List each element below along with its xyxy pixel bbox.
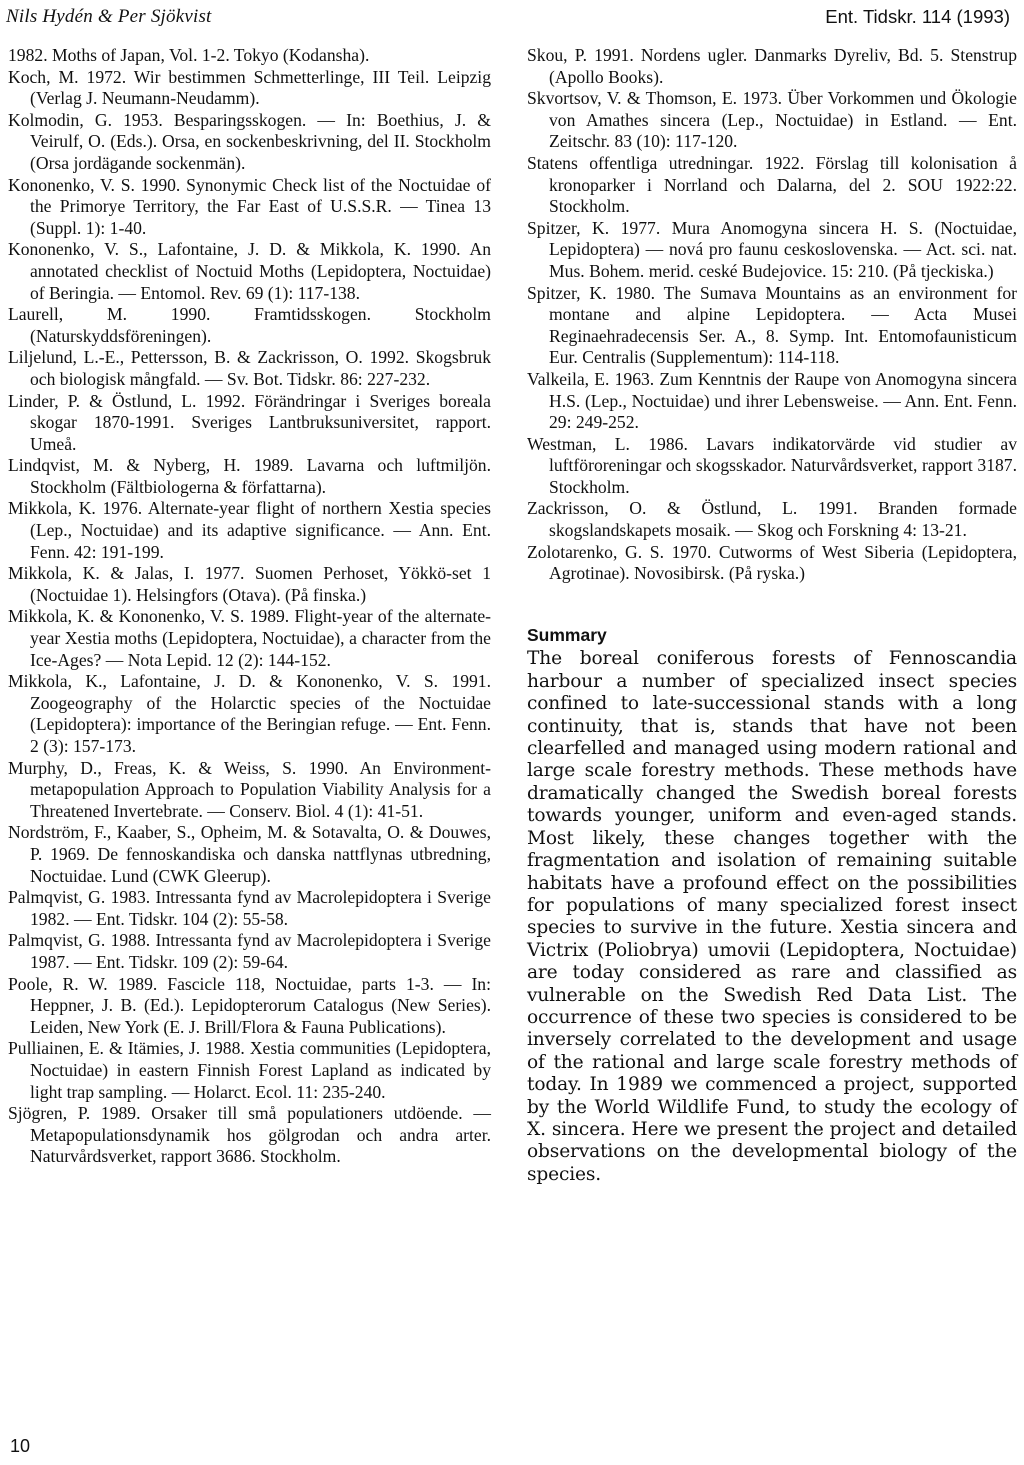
reference-entry: Westman, L. 1986. Lavars indikatorvärde vid studier av luftföroreningar och skogsskador. Naturvårdsverket, rapport 3187. Stockholm. xyxy=(527,433,1017,497)
reference-entry: Spitzer, K. 1977. Mura Anomogyna sincera H. S. (Noctuidae, Lepidoptera) — nová pro faunu ceskoslovenska. — Act. sci. nat. Mus. Bohem. merid. ceské Budejovice. 15: 210. (På tjeckiska.) xyxy=(527,217,1017,281)
reference-entry: Nordström, F., Kaaber, S., Opheim, M. & Sotavalta, O. & Douwes, P. 1969. De fennoskandiska och danska nattflynas utbredning, Noctuidae. Lund (CWK Gleerup). xyxy=(8,822,491,886)
reference-entry: Zolotarenko, G. S. 1970. Cutworms of West Siberia (Lepidoptera, Agrotinae). Novosibirsk. (På ryska.) xyxy=(527,541,1017,584)
reference-entry: Laurell, M. 1990. Framtidsskogen. Stockholm (Naturskyddsföreningen). xyxy=(8,304,491,346)
reference-entry: Mikkola, K., Lafontaine, J. D. & Kononenko, V. S. 1991. Zoogeography of the Holarctic species of the Noctuidae (Lepidoptera): importance of the Beringian refuge. — Ent. Fenn. 2 (3): 157-173. xyxy=(8,671,491,756)
summary-heading: Summary xyxy=(527,624,607,645)
reference-entry: Skvortsov, V. & Thomson, E. 1973. Über Vorkommen und Ökologie von Amathes sincera (Lep., Noctuidae) in Estland. — Ent. Zeitschr. 83 (10): 117-120. xyxy=(527,88,1017,152)
reference-entry: Liljelund, L.-E., Pettersson, B. & Zackrisson, O. 1992. Skogsbruk och biologisk mångfald. — Sv. Bot. Tidskr. 86: 227-232. xyxy=(8,347,491,389)
reference-entry: Koch, M. 1972. Wir bestimmen Schmetterlinge, III Teil. Leipzig (Verlag J. Neumann-Neudamm). xyxy=(8,66,491,109)
reference-entry: Zackrisson, O. & Östlund, L. 1991. Branden formade skogslandskapets mosaik. — Skog och Forskning 4: 13-21. xyxy=(527,498,1017,541)
running-header-authors: Nils Hydén & Per Sjökvist xyxy=(6,6,212,27)
reference-entry: Spitzer, K. 1980. The Sumava Mountains as an environment for montane and alpine Lepidoptera. — Acta Musei Reginaehradecensis Ser. A., 8. Symp. Int. Entomofaunisticum Eur. Centralis (Supplementum): 114-118. xyxy=(527,282,1017,368)
reference-entry: Mikkola, K. & Jalas, I. 1977. Suomen Perhoset, Yökkö-set 1 (Noctuidae 1). Helsingfors (Otava). (På finska.) xyxy=(8,563,491,605)
reference-entry: Kononenko, V. S., Lafontaine, J. D. & Mikkola, K. 1990. An annotated checklist of Noctuid Moths (Lepidoptera, Noctuidae) of Beringia. — Entomol. Rev. 69 (1): 117-138. xyxy=(8,239,491,303)
reference-entry: Mikkola, K. & Kononenko, V. S. 1989. Flight-year of the alternate-year Xestia moths (Lepidoptera, Noctuidae), a character from the Ice-Ages? — Nota Lepid. 12 (2): 144-152. xyxy=(8,606,491,670)
reference-entry: Valkeila, E. 1963. Zum Kenntnis der Raupe von Anomogyna sincera H.S. (Lep., Noctuidae) und ihrer Lebensweise. — Ann. Ent. Fenn. 29: 249-252. xyxy=(527,368,1017,433)
references-right-column xyxy=(527,45,1017,1186)
reference-entry: Kolmodin, G. 1953. Besparingsskogen. — In: Boethius, J. & Veirulf, O. (Eds.). Orsa, en sockenbeskrivning, del II. Stockholm (Orsa jordägande sockenmän). xyxy=(8,109,491,173)
reference-entry: Mikkola, K. 1976. Alternate-year flight of northern Xestia species (Lep., Noctuidae) and its adaptive significance. — Ann. Ent. Fenn. 42: 191-199. xyxy=(8,498,491,562)
running-header-journal: Ent. Tidskr. 114 (1993) xyxy=(825,6,1010,27)
reference-entry: Skou, P. 1991. Nordens ugler. Danmarks Dyreliv, Bd. 5. Stenstrup (Apollo Books). xyxy=(527,45,1017,87)
reference-entry: Statens offentliga utredningar. 1922. Förslag till kolonisation å kronoparker i Norrland och Dalarna, del 2. SOU 1922:22. Stockholm. xyxy=(527,152,1017,217)
reference-entry: Lindqvist, M. & Nyberg, H. 1989. Lavarna och luftmiljön. Stockholm (Fältbiologerna & författarna). xyxy=(8,455,491,497)
reference-entry: Poole, R. W. 1989. Fascicle 118, Noctuidae, parts 1-3. — In: Heppner, J. B. (Ed.). Lepidopterorum Catalogus (New Series). Leiden, New York (E. J. Brill/Flora & Fauna Publications). xyxy=(8,973,491,1037)
reference-entry: Kononenko, V. S. 1990. Synonymic Check list of the Noctuidae of the Primorye Territory, the Far East of U.S.S.R. — Tinea 13 (Suppl. 1): 1-40. xyxy=(8,174,491,238)
references-left-column xyxy=(8,45,491,1168)
page-number: 10 xyxy=(10,1436,31,1456)
reference-entry: Murphy, D., Freas, K. & Weiss, S. 1990. An Environment-metapopulation Approach to Population Viability Analysis for a Threatened Invertebrate. — Conserv. Biol. 4 (1): 41-51. xyxy=(8,757,491,821)
reference-entry: Sjögren, P. 1989. Orsaker till små populationers utdöende. — Metapopulationsdynamik hos gölgrodan och andra arter. Naturvårdsverket, rapport 3686. Stockholm. xyxy=(8,1103,491,1167)
reference-entry: 1982. Moths of Japan, Vol. 1-2. Tokyo (Kodansha). xyxy=(8,45,370,65)
reference-entry: Linder, P. & Östlund, L. 1992. Förändringar i Sveriges boreala skogar 1870-1991. Sveriges Lantbruksuniversitet, rapport. Umeå. xyxy=(8,390,491,454)
reference-entry: Palmqvist, G. 1988. Intressanta fynd av Macrolepidoptera i Sverige 1987. — Ent. Tidskr. 109 (2): 59-64. xyxy=(8,930,491,972)
reference-entry: Palmqvist, G. 1983. Intressanta fynd av Macrolepidoptera i Sverige 1982. — Ent. Tidskr. 104 (2): 55-58. xyxy=(8,887,491,929)
reference-entry: Pulliainen, E. & Itämies, J. 1988. Xestia communities (Lepidoptera, Noctuidae) in eastern Finnish Forest Lapland as indicated by light trap sampling. — Holarct. Ecol. 11: 235-240. xyxy=(8,1038,491,1102)
summary-text: The boreal coniferous forests of Fennoscandia harbour a number of specialized insect species confined to late-successional stands with a long continuity, that is, stands that have not been clearfelled and managed using modern rational and large scale forestry methods. These methods have dramatically changed the Swedish boreal forests towards younger, uniform and even-aged stands. Most likely, these changes together with the fragmentation and isolation of remaining suitable habitats have a profound effect on the possibilities for populations of many specialized forest insect species to survive in the future. Xestia sincera and Victrix (Poliobrya) umovii (Lepidoptera, Noctuidae) are today considered as rare and classified as vulnerable on the Swedish Red Data List. The occurrence of these two species is considered to be inversely correlated to the development and usage of the rational and large scale forestry methods of today. In 1989 we commenced a project, supported by the World Wildlife Fund, to study the ecology of X. sincera. Here we present the project and detailed observations on the developmental biology of the species. xyxy=(527,648,1017,1185)
